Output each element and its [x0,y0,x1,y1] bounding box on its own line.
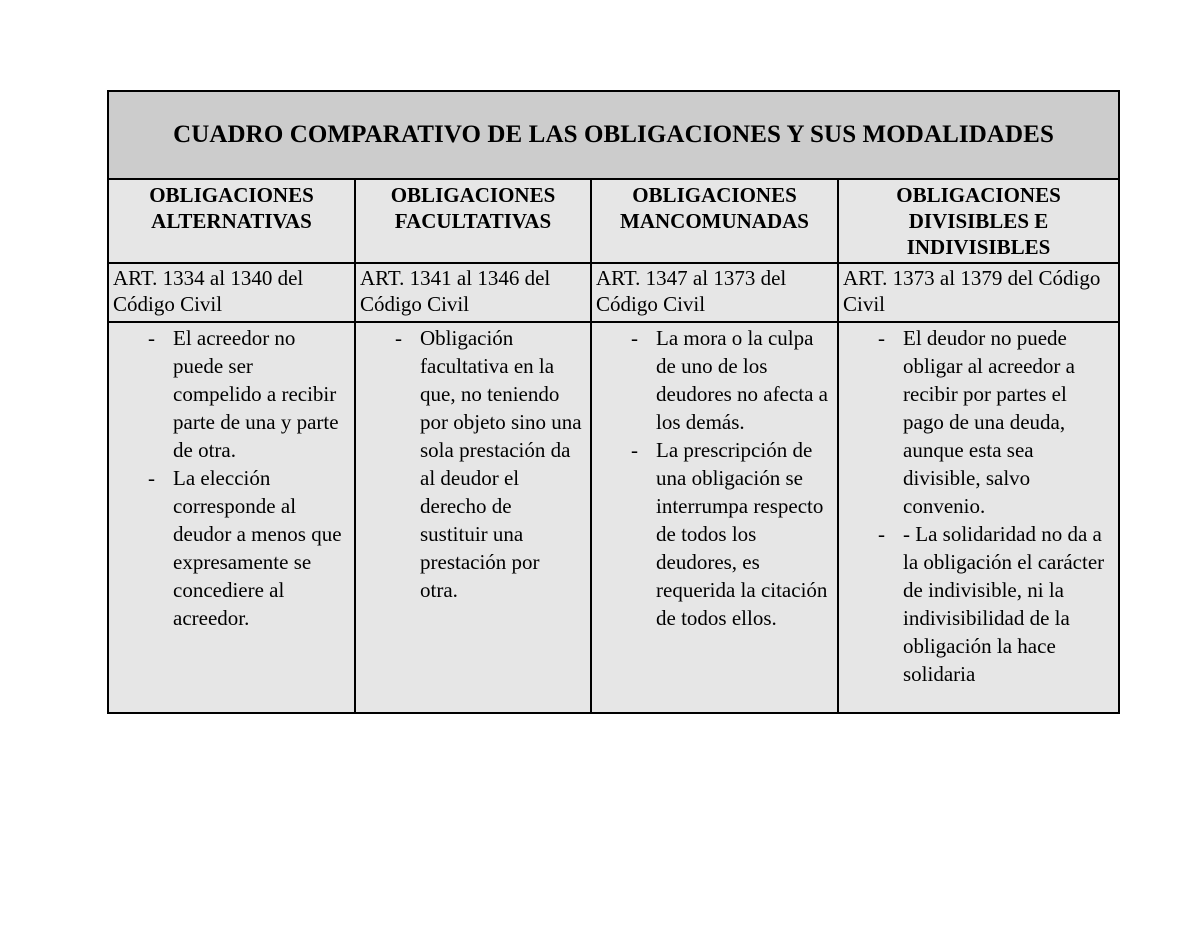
list-item [843,520,1114,688]
list-item [843,324,1114,520]
item-text: Obligación facultativa en la que, no teniendo por objeto sino una sola prestación da al deudor el derecho de sustituir una prestación por otra. [420,326,582,602]
list-item [596,324,833,436]
item-text: El acreedor no puede ser compelido a recibir parte de una y parte de otra. [173,326,339,462]
content-mancomunadas [591,322,838,713]
article-row [108,263,1119,322]
content-divisibles [838,322,1119,713]
header-row [108,179,1119,263]
item-text: El deudor no puede obligar al acreedor a recibir por partes el pago de una deuda, aunque esta sea divisible, salvo convenio. [903,326,1075,518]
table-title: CUADRO COMPARATIVO DE LAS OBLIGACIONES Y SUS MODALIDADES [108,91,1119,179]
list-item [360,324,586,604]
article-facultativas: ART. 1341 al 1346 del Código Civil [355,263,591,322]
content-alternativas [108,322,355,713]
comparison-table [107,90,1120,714]
title-row [108,91,1119,179]
column-header-mancomunadas: OBLIGACIONES MANCOMUNADAS [591,179,838,263]
column-header-alternativas: OBLIGACIONES ALTERNATIVAS [108,179,355,263]
item-list [360,324,586,604]
bullet-dash: - [878,326,885,350]
bullet-dash: - [631,326,638,350]
list-item [113,324,350,464]
bullet-dash: - [148,326,155,350]
item-list [596,324,833,632]
list-item [596,436,833,632]
column-header-facultativas: OBLIGACIONES FACULTATIVAS [355,179,591,263]
content-row [108,322,1119,713]
article-alternativas: ART. 1334 al 1340 del Código Civil [108,263,355,322]
column-header-divisibles: OBLIGACIONES DIVISIBLES E INDIVISIBLES [838,179,1119,263]
item-text: La elección corresponde al deudor a menos que expresamente se concediere al acreedor. [173,466,342,630]
item-text: - La solidaridad no da a la obligación el carácter de indivisible, ni la indivisibilidad de la obligación la hace solidaria [903,522,1105,686]
article-mancomunadas: ART. 1347 al 1373 del Código Civil [591,263,838,322]
item-list [113,324,350,632]
bullet-dash: - [148,466,155,490]
article-divisibles: ART. 1373 al 1379 del Código Civil [838,263,1119,322]
content-facultativas [355,322,591,713]
item-text: La mora o la culpa de uno de los deudores no afecta a los demás. [656,326,828,434]
list-item [113,464,350,632]
bullet-dash: - [395,326,402,350]
item-text: La prescripción de una obligación se interrumpa respecto de todos los deudores, es requerida la citación de todos ellos. [656,438,828,630]
bullet-dash: - [878,522,885,546]
item-list [843,324,1114,688]
bullet-dash: - [631,438,638,462]
